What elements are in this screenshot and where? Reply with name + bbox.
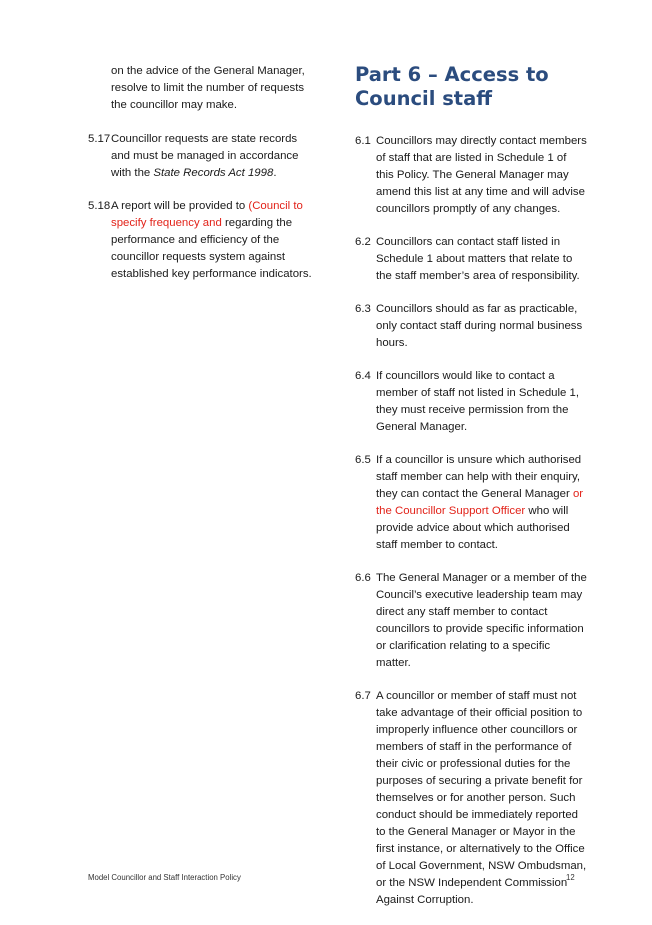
clause-text-part: regarding the performance and efficiency of the councillor requests system against established key performance indicators.	[111, 217, 312, 280]
clause-6-3	[355, 301, 587, 352]
clause-number: 6.4	[355, 370, 371, 382]
clause-5-17	[88, 131, 316, 182]
clause-text: Councillors may directly contact members of staff that are listed in Schedule 1 of this Policy. The General Manager may amend this list at any time and will advise councillors promptly of any changes.	[376, 135, 587, 215]
right-column	[355, 63, 587, 925]
clause-text-part: Councillor requests are state records and must be managed in accordance with the	[111, 133, 299, 179]
clause-text-part: .	[273, 167, 277, 179]
clause-6-7	[355, 688, 587, 909]
continued-paragraph: on the advice of the General Manager, resolve to limit the number of requests the councillor may make.	[111, 65, 305, 111]
clause-text-part: If a councillor is unsure which authorised staff member can help with their enquiry, they can contact the General Manager	[376, 454, 582, 500]
left-column	[88, 63, 316, 299]
clause-number: 6.2	[355, 236, 371, 248]
footer-page-number: 12	[566, 873, 575, 882]
clause-number: 6.5	[355, 454, 371, 466]
clause-6-5	[355, 452, 587, 554]
clause-text: A councillor or member of staff must not take advantage of their official position to improperly influence other councillors or members of staff in the performance of their civic or professional duties for the purposes of securing a private benefit for themselves or for another person. Such conduct should be immediately reported to the General Manager or Mayor in the first instance, or alternatively to the Office of Local Government, NSW Ombudsman, or the NSW Independent Commission Against Corruption.	[376, 690, 587, 906]
clause-text	[111, 198, 316, 283]
clause-6-4	[355, 368, 587, 436]
clause-5-18	[88, 198, 316, 283]
clause-text-part: who will provide advice about which authorised staff member to contact.	[376, 505, 570, 551]
act-title: State Records Act 1998	[153, 167, 274, 179]
clause-number: 5.17	[88, 133, 111, 145]
clause-text	[111, 131, 316, 182]
clause-text: Councillors should as far as practicable, only contact staff during normal business hours.	[376, 303, 583, 349]
clause-text: The General Manager or a member of the Council’s executive leadership team may direct any staff member to contact councillors to provide specific information or clarification relating to a specific matter.	[376, 572, 587, 669]
clause-text: If councillors would like to contact a member of staff not listed in Schedule 1, they must receive permission from the General Manager.	[376, 370, 580, 433]
highlighted-text: or the Councillor Support Officer	[376, 488, 584, 517]
clause-number: 5.18	[88, 200, 111, 212]
clause-6-6	[355, 570, 587, 672]
clause-text: Councillors can contact staff listed in Schedule 1 about matters that relate to the staff member’s area of responsibility.	[376, 236, 580, 282]
clause-number: 6.6	[355, 572, 371, 584]
footer-document-title: Model Councillor and Staff Interaction Policy	[88, 873, 241, 882]
clause-number: 6.1	[355, 135, 371, 147]
clause-6-2	[355, 234, 587, 285]
clause-text-part: A report will be provided to	[111, 200, 249, 212]
highlighted-text: (Council to specify frequency and	[111, 200, 303, 229]
section-heading: Part 6 – Access to Council staff	[355, 63, 549, 110]
clause-text	[376, 452, 587, 554]
clause-number: 6.7	[355, 690, 371, 702]
clause-6-1	[355, 133, 587, 218]
clause-number: 6.3	[355, 303, 371, 315]
